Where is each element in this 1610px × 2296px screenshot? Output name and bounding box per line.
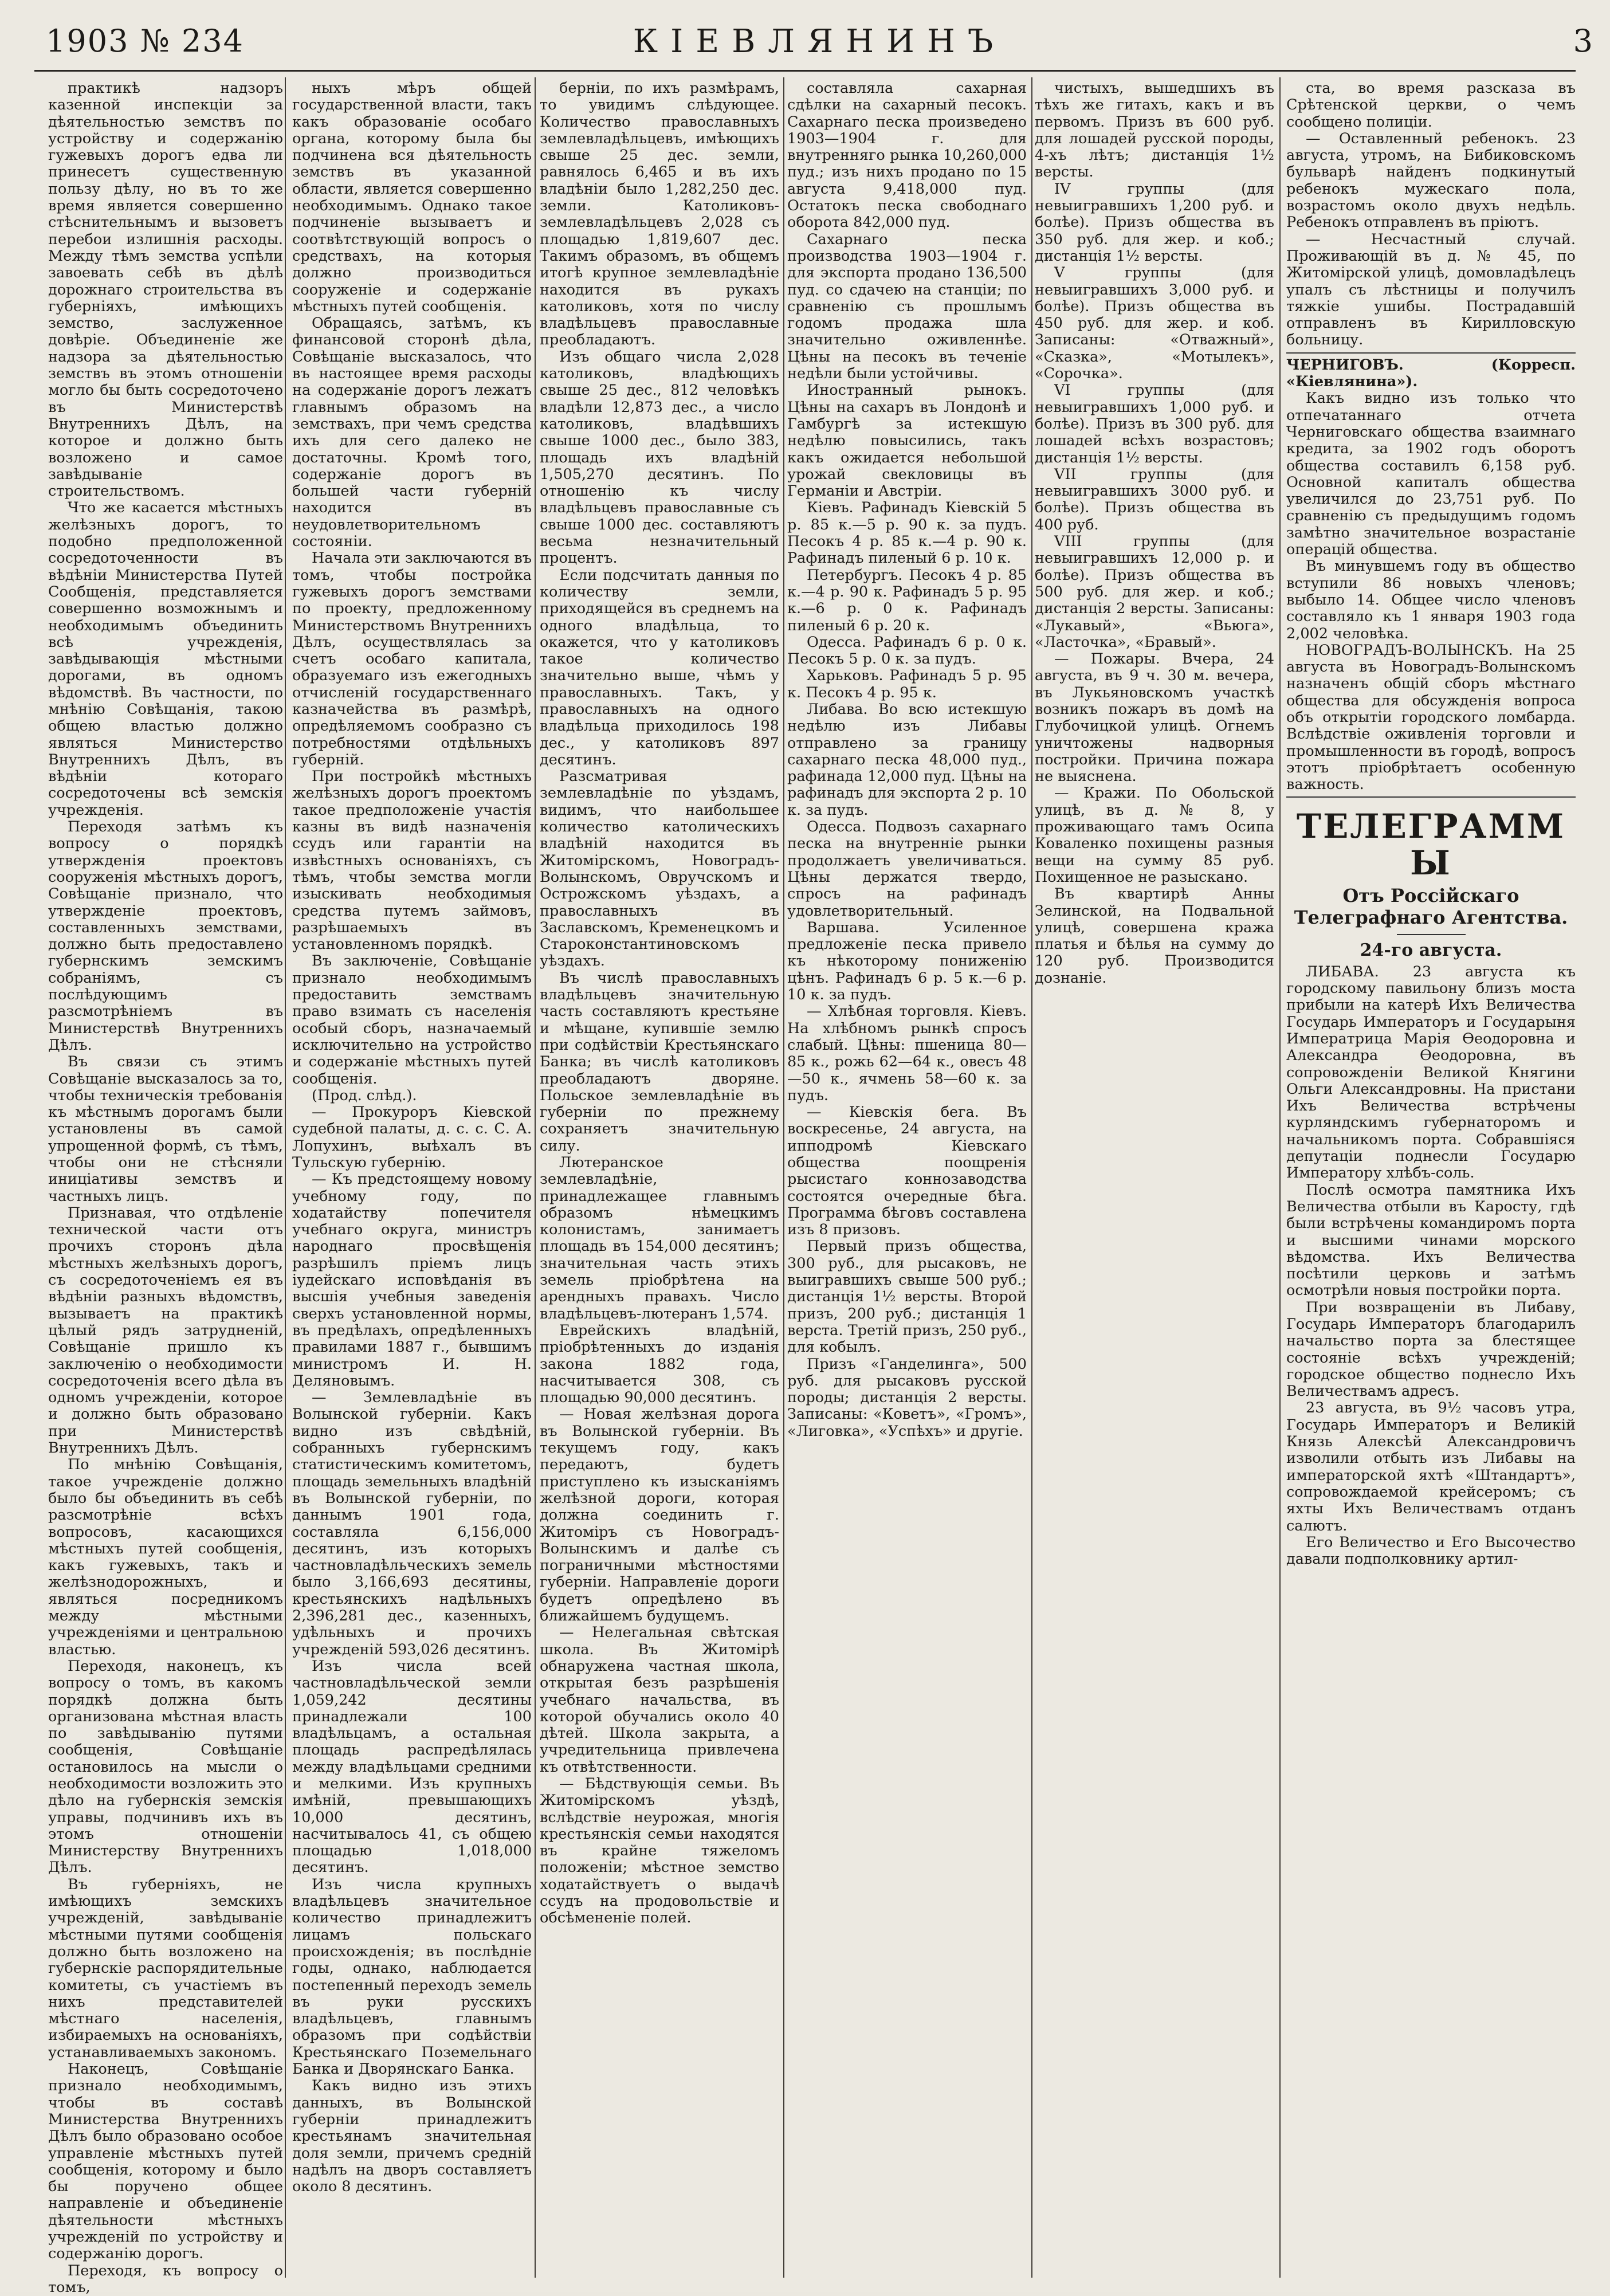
column-divider <box>783 77 784 2278</box>
article-paragraph: — Оставленный ребенокъ. 23 августа, утромъ, на Бибиковскомъ бульварѣ найденъ подкинутый ребенокъ мужескаго пола, возрастомъ около двухъ недѣль. Ребенокъ отправленъ въ пріютъ. <box>1286 129 1576 231</box>
article-paragraph: чистыхъ, вышедшихъ въ тѣхъ же гитахъ, какъ и въ первомъ. Призъ въ 600 руб. для лошадей русской породы, 4-хъ лѣтъ; дистанція 1½ версты. <box>1035 80 1274 181</box>
telegrams-title: ТЕЛЕГРАММЫ <box>1296 807 1566 883</box>
article-paragraph: Кіевъ. Рафинадъ Кіевскій 5 р. 85 к.—5 р. 90 к. за пудъ. Песокъ 4 р. 85 к.—4 р. 90 к. Рафинадъ пиленый 6 р. 10 к. <box>787 499 1027 567</box>
article-paragraph: Что же касается мѣстныхъ желѣзныхъ дорогъ, то подобно предположенной сосредоточенности въ вѣдѣніи Министерства Путей Сообщенія, представляется совершенно возможнымъ и необходимымъ объединить всѣ учрежденія, завѣдывающія мѣстными дорогами, въ одномъ вѣдомствѣ. Въ частности, по мнѣнію Совѣщанія, такою общею властью должно являться Министерство Внутреннихъ Дѣлъ, въ вѣдѣніи котораго сосредоточены всѣ земскія учрежденія. <box>48 499 283 819</box>
article-paragraph: Изъ числа крупныхъ владѣльцевъ значительное количество принадлежитъ лицамъ польскаго происхожденія; въ послѣдніе годы, однако, наблюдается постепенный переходъ земель въ руки русскихъ владѣльцевъ, главнымъ образомъ при содѣйствіи Крестьянскаго Поземельнаго Банка и Дворянскаго Банка. <box>292 1875 532 2078</box>
article-paragraph: — Нелегальная свѣтская школа. Въ Житомірѣ обнаружена частная школа, открытая безъ разрѣшенія учебнаго начальства, въ которой обучались около 40 дѣтей. Школа закрыта, а учредительница привлечена къ отвѣтственности. <box>540 1624 779 1776</box>
article-paragraph: Изъ числа всей частновладѣльческой земли 1,059,242 десятины принадлежали 100 владѣльцамъ, а остальная площадь распредѣлялась между владѣльцами средними и мелкими. Изъ крупныхъ имѣній, превышающихъ 10,000 десятинъ, насчитывалось 41, съ общею площадью 1,018,000 десятинъ. <box>292 1657 532 1877</box>
chernigov-title: ЧЕРНИГОВЪ. <box>1286 356 1404 374</box>
article-paragraph: VIII группы (для невыигравшихъ 12,000 р. и болѣе). Призъ общества въ 500 руб. для жер. и коб.; дистанція 2 версты. Записаны: «Лукавый», «Вьюга», «Ласточка», «Бравый». <box>1035 533 1274 651</box>
article-paragraph: Еврейскихъ владѣній, пріобрѣтенныхъ до изданія закона 1882 года, насчитывается 308, съ площадью 90,000 десятинъ. <box>540 1321 779 1407</box>
article-paragraph: Въ связи съ этимъ Совѣщаніе высказалось за то, чтобы техническія требованія къ мѣстнымъ дорогамъ были установлены въ самой упрощенной формѣ, съ тѣмъ, чтобы они не стѣсняли иниціативы земствъ и частныхъ лицъ. <box>48 1053 283 1205</box>
article-paragraph: — Землевладѣніе въ Волынской губерніи. Какъ видно изъ свѣдѣній, собранныхъ губернскимъ статистическимъ комитетомъ, площадь земельныхъ владѣній въ Волынской губерніи, по даннымъ 1901 года, составляла 6,156,000 десятинъ, изъ которыхъ частновладѣльческихъ земель было 3,166,693 десятины, крестьянскихъ надѣльныхъ 2,396,281 дес., казенныхъ, удѣльныхъ и прочихъ учрежденій 593,026 десятинъ. <box>292 1389 532 1658</box>
issue-number: 1903 № 234 <box>46 23 244 59</box>
column-3 <box>540 80 779 2275</box>
column-1 <box>48 80 283 2296</box>
article-paragraph: 23 августа, въ 9½ часовъ утра, Государь Императоръ и Великій Князь Алексѣй Александровичъ изволили отбыть изъ Либавы на императорской яхтѣ «Штандартъ», сопровождаемой крейсеромъ; съ яхты Ихъ Величествамъ отданъ салютъ. <box>1286 1399 1576 1534</box>
article-paragraph: Если подсчитать данныя по количеству земли, приходящейся въ среднемъ на одного владѣльца, то окажется, что у католиковъ такое количество значительно выше, чѣмъ у православныхъ. Такъ, у православныхъ на одного владѣльца приходилось 198 дес., у католиковъ 897 десятинъ. <box>540 566 779 768</box>
header-rule <box>34 70 1576 72</box>
article-paragraph: Изъ общаго числа 2,028 католиковъ, владѣющихъ свыше 25 дес., 812 человѣкъ владѣли 12,873 дес., а число католиковъ, владѣвшихъ свыше 1000 дес., было 383, площадь ихъ владѣній 1,505,270 десятинъ. По отношенію къ числу владѣльцевъ православные съ свыше 1000 дес. составляютъ весьма незначительный процентъ. <box>540 348 779 567</box>
column-divider <box>285 77 286 2278</box>
article-paragraph: V группы (для невыигравшихъ 3,000 руб. и болѣе). Призъ общества въ 450 руб. для жер. и коб. Записаны: «Отважный», «Сказка», «Мотылекъ», «Сорочка». <box>1035 264 1274 383</box>
article-paragraph: При возвращеніи въ Либаву, Государь Императоръ благодарилъ начальство порта за блестящее состояніе всѣхъ учрежденій; городское общество поднесло Ихъ Величествамъ адресъ. <box>1286 1298 1576 1400</box>
article-paragraph: Варшава. Усиленное предложеніе песка привело къ нѣкоторому пониженію цѣнъ. Рафинадъ 6 р. 5 к.—6 р. 10 к. за пудъ. <box>787 919 1027 1004</box>
article-paragraph: практикѣ надзоръ казенной инспекціи за дѣятельностью земствъ по устройству и содержанію гужевыхъ дорогъ едва ли принесетъ существенную пользу дѣлу, но въ то же время является совершенно стѣснительнымъ и вызоветъ перебои излишнія расходы. Между тѣмъ земства успѣли завоевать себѣ въ дѣлѣ дорожнаго строительства въ губерніяхъ, имѣющихъ земство, заслуженное довѣріе. Объединеніе же надзора за дѣятельностью земствъ въ этомъ отношеніи могло бы быть сосредоточено въ Министерствѣ Внутреннихъ Дѣлъ, на которое и должно быть возложено и самое завѣдываніе строительствомъ. <box>48 80 283 500</box>
article-paragraph: — Новая желѣзная дорога въ Волынской губерніи. Въ текущемъ году, какъ передаютъ, будетъ приступлено къ изысканіямъ желѣзной дороги, которая должна соединить г. Житоміръ съ Новоградъ-Волынскимъ и далѣе съ пограничными мѣстностями губерніи. Направленіе дороги будетъ опредѣлено въ ближайшемъ будущемъ. <box>540 1406 779 1625</box>
article-paragraph: Лютеранское землевладѣніе, принадлежащее главнымъ образомъ нѣмецкимъ колонистамъ, занимаетъ площадь въ 154,000 десятинъ; значительная часть этихъ земель пріобрѣтена на арендныхъ правахъ. Число владѣльцевъ-лютеранъ 1,574. <box>540 1154 779 1322</box>
article-paragraph: Какъ видно изъ только что отпечатаннаго отчета Черниговскаго общества взаимнаго кредита, за 1902 годъ оборотъ общества составилъ 6,158 руб. Основной капиталъ общества увеличился до 23,751 руб. По сравненію съ предыдущимъ годомъ замѣтно значительное возрастаніе операцій общества. <box>1286 390 1576 559</box>
article-paragraph: Начала эти заключаются въ томъ, чтобы постройка гужевыхъ дорогъ земствами по проекту, предложенному Министерствомъ Внутреннихъ Дѣлъ, осуществлялась за счетъ особаго капитала, образуемаго изъ ежегодныхъ отчисленій государственнаго казначейства въ размѣрѣ, опредѣляемомъ сообразно съ потребностями отдѣльныхъ губерній. <box>292 550 532 768</box>
article-paragraph: Въ квартирѣ Анны Зелинской, на Подвальной улицѣ, совершена кража платья и бѣлья на сумму до 120 руб. Производится дознаніе. <box>1035 885 1274 987</box>
article-paragraph: VI группы (для невыигравшихъ 1,000 руб. и болѣе). Призъ въ 300 руб. для лошадей всѣхъ возрастовъ; дистанція 1½ версты. <box>1035 382 1274 466</box>
article-paragraph: — Хлѣбная торговля. Кіевъ. На хлѣбномъ рынкѣ спросъ слабый. Цѣны: пшеница 80—85 к., рожь 62—64 к., овесъ 48—50 к., ячмень 58—60 к. за пудъ. <box>787 1003 1027 1104</box>
article-paragraph: IV группы (для невыигравшихъ 1,200 руб. и болѣе). Призъ общества въ 350 руб. для жер. и коб.; дистанція 1½ версты. <box>1035 180 1274 265</box>
article-paragraph: Признавая, что отдѣленіе технической части отъ прочихъ сторонъ дѣла мѣстныхъ желѣзныхъ дорогъ, съ сосредоточеніемъ ея въ вѣдѣніи разныхъ вѣдомствъ, вызываетъ на практикѣ цѣлый рядъ затрудненій, Совѣщаніе пришло къ заключенію о необходимости сосредоточенія всего дѣла въ одномъ учрежденіи, которое и должно быть образовано при Министерствѣ Внутреннихъ Дѣлъ. <box>48 1204 283 1457</box>
article-paragraph: Въ числѣ православныхъ владѣльцевъ значительную часть составляютъ крестьяне и мѣщане, купившіе землю при содѣйствіи Крестьянскаго Банка; въ числѣ католиковъ преобладаютъ дворяне. Польское землевладѣніе въ губерніи по прежнему сохраняетъ значительную силу. <box>540 969 779 1155</box>
article-paragraph: Послѣ осмотра памятника Ихъ Величества отбыли въ Каросту, гдѣ были встрѣчены командиромъ порта и высшими чинами морского вѣдомства. Ихъ Величества посѣтили церковь и затѣмъ осмотрѣли новыя постройки порта. <box>1286 1181 1576 1300</box>
masthead <box>46 23 1593 63</box>
article-paragraph: ста, во время разсказа въ Срѣтенской церкви, о чемъ сообщено полиціи. <box>1286 80 1576 131</box>
article-paragraph: Переходя, наконецъ, къ вопросу о томъ, въ какомъ порядкѣ должна быть организована мѣстная власть по завѣдыванію путями сообщенія, Совѣщаніе остановилось на мысли о необходимости возложить это дѣло на губернскія земскія управы, подчинивъ ихъ въ этомъ отношеніи Министерству Внутреннихъ Дѣлъ. <box>48 1657 283 1877</box>
article-paragraph: Харьковъ. Рафинадъ 5 р. 95 к. Песокъ 4 р. 95 к. <box>787 667 1027 701</box>
section-separator <box>1286 796 1576 798</box>
telegrams-subtitle: Отъ Россійскаго Телеграфнаго Агентства. <box>1294 885 1568 929</box>
title-divider <box>1397 934 1466 935</box>
article-paragraph: По мнѣнію Совѣщанія, такое учрежденіе должно было бы объединить въ себѣ разсмотрѣніе всѣхъ вопросовъ, касающихся мѣстныхъ путей сообщенія, какъ гужевыхъ, такъ и желѣзнодорожныхъ, и являться посредникомъ между мѣстными учрежденіями и центральною властью. <box>48 1456 283 1658</box>
article-paragraph: — Къ предстоящему новому учебному году, по ходатайству попечителя учебнаго округа, министръ народнаго просвѣщенія разрѣшилъ пріемъ лицъ іудейскаго исповѣданія въ высшія учебныя заведенія сверхъ установленной нормы, въ предѣлахъ, опредѣленныхъ правилами 1887 г., бывшимъ министромъ И. Н. Деляновымъ. <box>292 1171 532 1390</box>
article-paragraph: ЛИБАВА. 23 августа къ городскому павильону близъ моста прибыли на катерѣ Ихъ Величества Государь Императоръ и Государыня Императрица Марія Ѳеодоровна и Александра Ѳеодоровна, въ сопровожденіи Великой Княгини Ольги Александровны. На пристани Ихъ Величества встрѣчены курляндскимъ губернаторомъ и начальникомъ порта. Собравшіяся депутаціи поднесли Государю Императору хлѣбъ-соль. <box>1286 963 1576 1182</box>
column-4 <box>787 80 1027 2275</box>
article-paragraph: Либава. Во всю истекшую недѣлю изъ Либавы отправлено за границу сахарнаго песка 48,000 пуд., рафинада 12,000 пуд. Цѣны на рафинадъ для экспорта 2 р. 10 к. за пудъ. <box>787 700 1027 819</box>
article-paragraph: Петербургъ. Песокъ 4 р. 85 к.—4 р. 90 к. Рафинадъ 5 р. 95 к.—6 р. 0 к. Рафинадъ пиленый 6 р. 20 к. <box>787 566 1027 634</box>
article-paragraph: — Кіевскія бега. Въ воскресенье, 24 августа, на ипподромѣ Кіевскаго общества поощренія рысистаго коннозаводства состоятся очередные бѣга. Программа бѣговъ составлена изъ 8 призовъ. <box>787 1104 1027 1239</box>
article-paragraph: Призъ «Ганделинга», 500 руб. для рысаковъ русской породы; дистанція 2 версты. Записаны: «Коветъ», «Громъ», «Лиговка», «Успѣхъ» и другіе. <box>787 1355 1027 1440</box>
column-divider <box>1279 77 1281 2278</box>
article-paragraph: — Кражи. По Обольской улицѣ, въ д. № 8, у проживающаго тамъ Осипа Коваленко похищены разныя вещи на сумму 85 руб. Похищенное не разыскано. <box>1035 784 1274 886</box>
article-paragraph: (Прод. слѣд.). <box>312 1086 417 1104</box>
article-paragraph: НОВОГРАДЪ-ВОЛЫНСКЪ. На 25 августа въ Новоградъ-Волынскомъ назначенъ общій сборъ мѣстнаго общества для обсужденія вопроса объ открытіи городского ломбарда. Вслѣдствіе оживленія торговли и промышленности въ городѣ, вопросъ этотъ пріобрѣтаетъ особенную важность. <box>1286 641 1576 794</box>
page-number: 3 <box>1573 23 1593 59</box>
column-6 <box>1286 80 1576 2275</box>
article-paragraph: Разсматривая землевладѣніе по уѣздамъ, видимъ, что наибольшее количество католическихъ владѣній находится въ Житомірскомъ, Новоградъ-Волынскомъ, Овручскомъ и Острожскомъ уѣздахъ, а православныхъ въ Заславскомъ, Кременецкомъ и Староконстантиновскомъ уѣздахъ. <box>540 768 779 970</box>
article-paragraph: — Бѣдствующія семьи. Въ Житомірскомъ уѣздѣ, вслѣдствіе неурожая, многія крестьянскія семьи находятся въ крайне тяжеломъ положеніи; мѣстное земство ходатайствуетъ о выдачѣ ссудъ на продовольствіе и обсѣмененіе полей. <box>540 1775 779 1927</box>
chernigov-heading <box>1286 357 1576 391</box>
column-divider <box>535 77 536 2278</box>
article-paragraph: Какъ видно изъ этихъ данныхъ, въ Волынской губерніи принадлежитъ крестьянамъ значительная доля земли, причемъ средній надѣлъ на дворъ составляетъ около 8 десятинъ. <box>292 2077 532 2196</box>
article-paragraph: — Прокуроръ Кіевской судебной палаты, д. с. с. С. А. Лопухинъ, выѣхалъ въ Тульскую губернію. <box>292 1104 532 1171</box>
column-5 <box>1035 80 1274 2275</box>
article-paragraph: Переходя затѣмъ къ вопросу о порядкѣ утвержденія проектовъ сооруженія мѣстныхъ дорогъ, Совѣщаніе признало, что утвержденіе проектовъ, составленныхъ земствами, должно быть предоставлено губернскимъ земскимъ собраніямъ, съ послѣдующимъ разсмотрѣніемъ въ Министерствѣ Внутреннихъ Дѣлъ. <box>48 818 283 1054</box>
newspaper-title: КІЕВЛЯНИНЪ <box>633 23 1006 60</box>
article-paragraph: — Несчастный случай. Проживающій въ д. № 45, по Житомірской улицѣ, домовладѣлецъ упалъ съ лѣстницы и получилъ тяжкіе ушибы. Пострадавшій отправленъ въ Кирилловскую больницу. <box>1286 230 1576 349</box>
column-2 <box>292 80 532 2275</box>
article-paragraph: VII группы (для невыигравшихъ 3000 руб. и болѣе). Призъ общества въ 400 руб. <box>1035 465 1274 533</box>
section-separator <box>1286 352 1576 354</box>
article-paragraph: берніи, по ихъ размѣрамъ, то увидимъ слѣдующее. Количество православныхъ землевладѣльцевъ, имѣющихъ свыше 25 дес. земли, равнялось 6,465 и въ ихъ владѣніи было 1,282,250 дес. земли. Католиковъ-землевладѣльцевъ 2,028 съ площадью 1,819,607 дес. Такимъ образомъ, въ общемъ итогѣ крупное землевладѣніе находится въ рукахъ католиковъ, хотя по числу владѣльцевъ православные преобладаютъ. <box>540 80 779 349</box>
article-paragraph: Одесса. Подвозъ сахарнаго песка на внутренніе рынки продолжаетъ увеличиваться. Цѣны держатся твердо, спросъ на рафинадъ удовлетворительный. <box>787 818 1027 920</box>
article-paragraph: ныхъ мѣръ общей государственной власти, такъ какъ образованіе особаго органа, которому была бы подчинена вся дѣятельность земствъ въ указанной области, является совершенно необходимымъ. Однако такое подчиненіе вызываетъ и соотвѣтствующій вопросъ о средствахъ, на которыя должно производиться сооруженіе и содержаніе мѣстныхъ путей сообщенія. <box>292 80 532 315</box>
article-paragraph: — Пожары. Вчера, 24 августа, въ 9 ч. 30 м. вечера, въ Лукьяновскомъ участкѣ возникъ пожаръ въ домѣ на Глубочицкой улицѣ. Огнемъ уничтожены надворныя постройки. Причина пожара не выяснена. <box>1035 650 1274 786</box>
chernigov-subtitle: (Корресп. «Кіевлянина»). <box>1286 356 1576 391</box>
article-paragraph: Обращаясь, затѣмъ, къ финансовой сторонѣ дѣла, Совѣщаніе высказалось, что въ настоящее время расходы на содержаніе дорогъ лежатъ главнымъ образомъ на земствахъ, при чемъ средства ихъ для сего далеко не достаточны. Кромѣ того, содержаніе дорогъ въ большей части губерній находится въ неудовлетворительномъ состояніи. <box>292 315 532 551</box>
article-paragraph: Первый призъ общества, 300 руб., для рысаковъ, не выигравшихъ свыше 500 руб.; дистанція 1½ версты. Второй призъ, 200 руб.; дистанція 1 верста. Третій призъ, 250 руб., для кобылъ. <box>787 1238 1027 1356</box>
article-paragraph: Въ минувшемъ году въ общество вступили 86 новыхъ членовъ; выбыло 14. Общее число членовъ составляло къ 1 января 1903 года 2,002 человѣка. <box>1286 558 1576 642</box>
article-paragraph: составляла сахарная сдѣлки на сахарный песокъ. Сахарнаго песка произведено 1903—1904 г. для внутренняго рынка 10,260,000 пуд.; изъ нихъ продано по 15 августа 9,418,000 пуд. Остатокъ песка свободнаго оборота 842,000 пуд. <box>787 80 1027 231</box>
article-paragraph: Наконецъ, Совѣщаніе признало необходимымъ, чтобы въ составѣ Министерства Внутреннихъ Дѣлъ было образовано особое управленіе мѣстныхъ путей сообщенія, которому и было бы поручено общее направленіе и объединеніе дѣятельности мѣстныхъ учрежденій по устройству и содержанію дорогъ. <box>48 2060 283 2263</box>
article-paragraph: Переходя, къ вопросу о томъ, <box>48 2262 283 2296</box>
article-paragraph: Иностранный рынокъ. Цѣны на сахаръ въ Лондонѣ и Гамбургѣ за истекшую недѣлю повысились, такъ какъ ожидается небольшой урожай свекловицы въ Германіи и Австріи. <box>787 382 1027 500</box>
article-paragraph: Въ заключеніе, Совѣщаніе признало необходимымъ предоставить земствамъ право взимать съ населенія особый сборъ, назначаемый исключительно на устройство и содержаніе мѣстныхъ путей сообщенія. <box>292 952 532 1088</box>
column-divider <box>1031 77 1032 2278</box>
article-paragraph: Сахарнаго песка производства 1903—1904 г. для экспорта продано 136,500 пуд. со сдачею на станціи; по сравненію съ прошлымъ годомъ продажа шла значительно оживленнѣе. Цѣны на песокъ въ теченіе недѣли были устойчивы. <box>787 230 1027 383</box>
article-paragraph: Его Величество и Его Высочество давали подполковнику артил- <box>1286 1533 1576 1568</box>
article-paragraph: При постройкѣ мѣстныхъ желѣзныхъ дорогъ проектомъ такое предположеніе участія казны въ видѣ назначенія ссудъ или гарантіи на извѣстныхъ основаніяхъ, съ тѣмъ, чтобы земства могли изыскивать необходимыя средства путемъ займовъ, разрѣшаемыхъ въ установленномъ порядкѣ. <box>292 768 532 953</box>
telegrams-date: 24-го августа. <box>1360 940 1502 961</box>
article-paragraph: Одесса. Рафинадъ 6 р. 0 к. Песокъ 5 р. 0 к. за пудъ. <box>787 633 1027 668</box>
article-paragraph: Въ губерніяхъ, не имѣющихъ земскихъ учрежденій, завѣдываніе мѣстными путями сообщенія должно быть возложено на губернскіе распорядительные комитеты, съ участіемъ въ нихъ представителей мѣстнаго населенія, избираемыхъ на основаніяхъ, устанавливаемыхъ закономъ. <box>48 1875 283 2061</box>
